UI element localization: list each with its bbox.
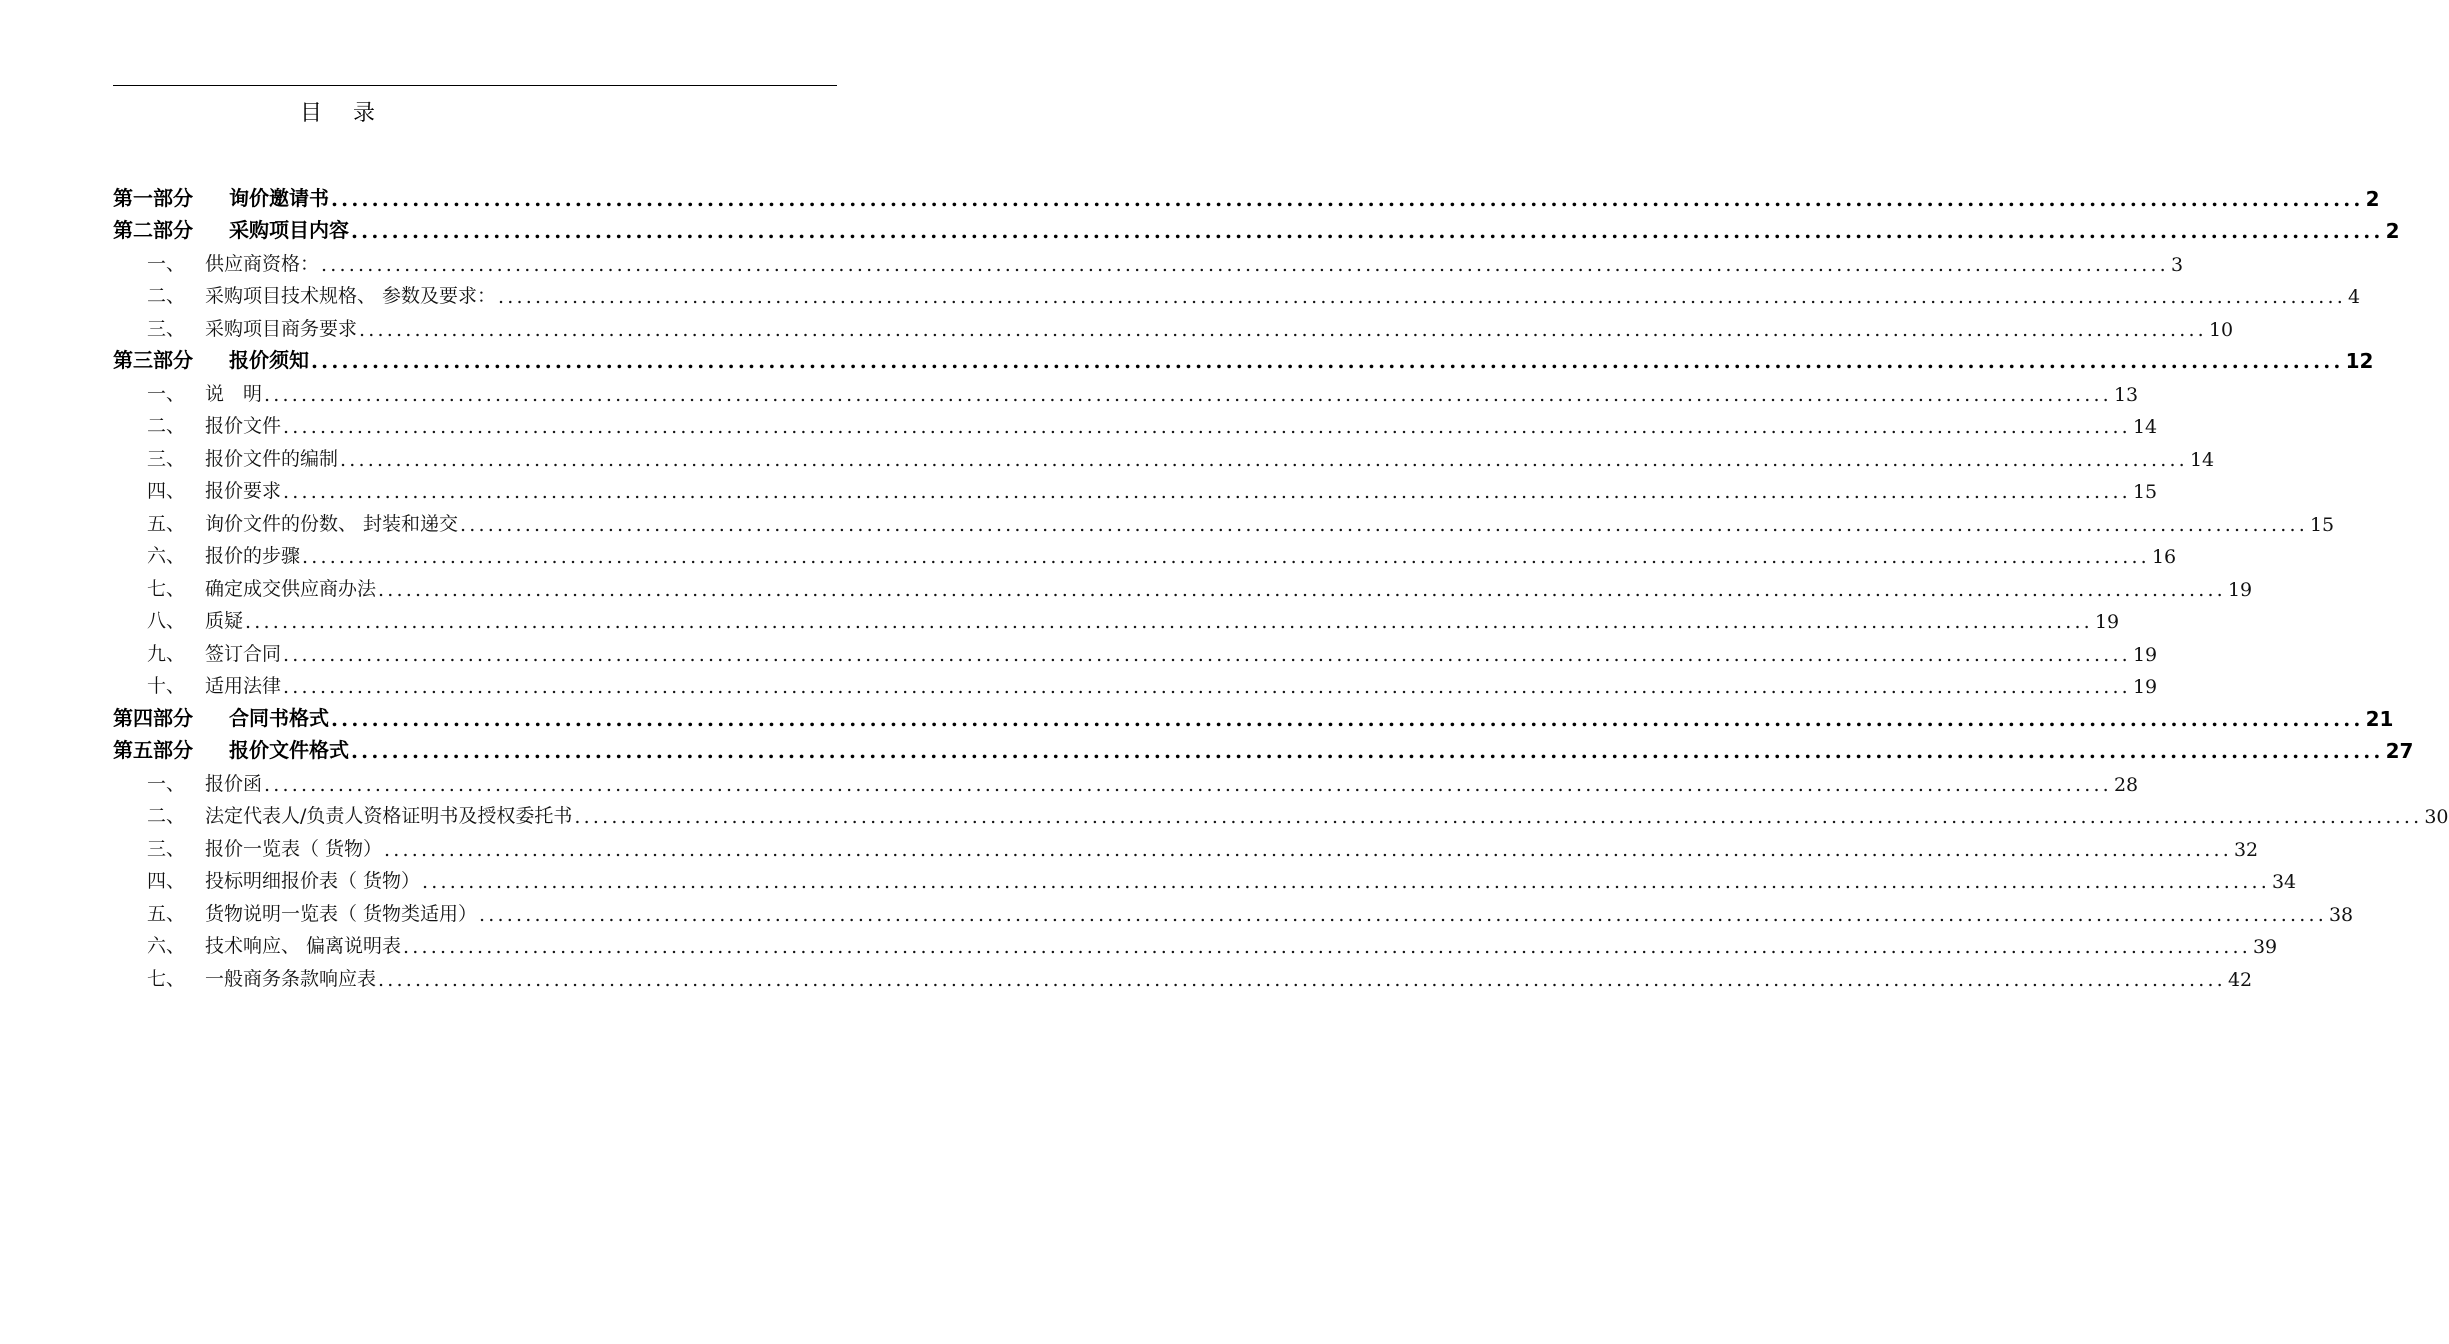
toc-entry-number: 四、 bbox=[147, 480, 186, 502]
toc-entry-label: 报价一览表（ 货物） bbox=[205, 837, 383, 860]
toc-dot-leader: ........................................................................................................................................................................................................ bbox=[283, 676, 2131, 698]
toc-entry-label: 货物说明一览表（ 货物类适用） bbox=[205, 902, 478, 925]
toc-page-number: 15 bbox=[2132, 481, 2158, 503]
toc-entry-label: 合同书格式 bbox=[229, 705, 329, 730]
toc-dot-leader: ........................................................................................................................................................................................................ bbox=[331, 186, 2364, 211]
toc-page-number: 12 bbox=[2345, 349, 2374, 373]
toc-dot-leader: ........................................................................................................................................................................................................ bbox=[331, 706, 2364, 731]
toc-subsection-entry[interactable] bbox=[113, 893, 2354, 926]
toc-page-number: 39 bbox=[2252, 936, 2278, 958]
toc-entry-label: 采购项目技术规格、 参数及要求： bbox=[205, 285, 497, 307]
toc-entry-label: 签订合同 bbox=[205, 642, 282, 665]
toc-dot-leader: ........................................................................................................................................................................................................ bbox=[351, 219, 2384, 243]
toc-entry-number: 一、 bbox=[147, 772, 186, 795]
toc-page-number: 14 bbox=[2189, 448, 2215, 471]
toc-page-number: 2 bbox=[2385, 219, 2400, 243]
toc-page-number: 14 bbox=[2132, 416, 2158, 438]
toc-entry-number: 九、 bbox=[147, 642, 186, 665]
toc-page-number: 13 bbox=[2113, 383, 2139, 406]
toc-entry-number: 五、 bbox=[147, 902, 186, 925]
toc-dot-leader: ........................................................................................................................................................................................................ bbox=[384, 838, 2232, 861]
toc-page-number: 19 bbox=[2132, 676, 2158, 698]
toc-subsection-entry[interactable] bbox=[113, 828, 2259, 861]
toc-entry-number: 十、 bbox=[147, 675, 186, 697]
toc-entry-number: 七、 bbox=[147, 967, 186, 990]
toc-dot-leader: ........................................................................................................................................................................................................ bbox=[283, 416, 2131, 438]
toc-entry-label: 投标明细报价表（ 货物） bbox=[205, 870, 421, 892]
toc-entry-label: 报价文件格式 bbox=[229, 738, 349, 762]
toc-dot-leader: ........................................................................................................................................................................................................ bbox=[264, 383, 2112, 406]
toc-dot-leader: ........................................................................................................................................................................................................ bbox=[460, 513, 2308, 536]
toc-entry-number: 四、 bbox=[147, 870, 186, 892]
toc-page-number: 42 bbox=[2227, 968, 2253, 991]
toc-dot-leader: ........................................................................................................................................................................................................ bbox=[479, 903, 2327, 926]
toc-entry-label: 报价要求 bbox=[205, 480, 282, 502]
toc-subsection-entry[interactable] bbox=[113, 308, 2234, 341]
toc-entry-number: 七、 bbox=[147, 577, 186, 600]
toc-subsection-entry[interactable] bbox=[113, 861, 2297, 894]
toc-dot-leader: ........................................................................................................................................................................................................ bbox=[359, 318, 2207, 341]
toc-dot-leader: ........................................................................................................................................................................................................ bbox=[311, 349, 2344, 373]
toc-subsection-entry[interactable] bbox=[113, 503, 2335, 536]
toc-dot-leader: ........................................................................................................................................................................................................ bbox=[302, 546, 2150, 568]
toc-dot-leader: ........................................................................................................................................................................................................ bbox=[351, 739, 2384, 763]
toc-entry-label: 报价须知 bbox=[229, 348, 309, 372]
toc-entry-label: 供应商资格： bbox=[205, 252, 320, 275]
toc-entry-number: 五、 bbox=[147, 512, 186, 535]
toc-dot-leader: ........................................................................................................................................................................................................ bbox=[283, 643, 2131, 666]
toc-dot-leader: ........................................................................................................................................................................................................ bbox=[283, 481, 2131, 503]
toc-entry-label: 采购项目商务要求 bbox=[205, 317, 358, 340]
toc-page-number: 10 bbox=[2208, 318, 2234, 341]
toc-subsection-entry[interactable] bbox=[113, 666, 2158, 699]
toc-dot-leader: ........................................................................................................................................................................................................ bbox=[340, 448, 2188, 471]
toc-dot-leader: ........................................................................................................................................................................................................ bbox=[422, 871, 2270, 893]
toc-entry-label: 法定代表人/负责人资格证明书及授权委托书 bbox=[205, 805, 573, 827]
toc-entry-label: 技术响应、 偏离说明表 bbox=[205, 935, 402, 957]
header-rule bbox=[113, 85, 837, 86]
toc-dot-leader: ........................................................................................................................................................................................................ bbox=[245, 611, 2093, 633]
toc-page-number: 19 bbox=[2227, 578, 2253, 601]
toc-subsection-entry[interactable] bbox=[113, 763, 2139, 796]
toc-page-number: 3 bbox=[2170, 253, 2184, 276]
toc-entry-number: 二、 bbox=[147, 285, 186, 307]
toc-entry-number: 六、 bbox=[147, 545, 186, 567]
toc-entry-number: 第三部分 bbox=[113, 348, 193, 372]
page-title: 目 录 bbox=[300, 101, 387, 126]
toc-entry-label: 一般商务条款响应表 bbox=[205, 967, 377, 990]
toc-entry-number: 三、 bbox=[147, 837, 186, 860]
toc-section-entry[interactable] bbox=[113, 211, 2400, 244]
toc-subsection-entry[interactable] bbox=[113, 958, 2253, 991]
toc-page-number: 32 bbox=[2233, 838, 2259, 861]
toc-entry-label: 询价文件的份数、 封装和递交 bbox=[205, 512, 459, 535]
toc-subsection-entry[interactable] bbox=[113, 536, 2177, 569]
toc-page-number: 21 bbox=[2365, 706, 2394, 731]
toc-entry-label: 采购项目内容 bbox=[229, 218, 349, 242]
toc-subsection-entry[interactable] bbox=[113, 243, 2184, 276]
toc-section-entry[interactable] bbox=[113, 341, 2374, 374]
toc-entry-label: 报价函 bbox=[205, 772, 263, 795]
toc-entry-number: 第一部分 bbox=[113, 185, 193, 210]
toc-page-number: 34 bbox=[2271, 871, 2297, 893]
toc-subsection-entry[interactable] bbox=[113, 438, 2215, 471]
toc-page-number: 16 bbox=[2151, 546, 2177, 568]
toc-page-number: 27 bbox=[2385, 739, 2414, 763]
toc-entry-number: 三、 bbox=[147, 317, 186, 340]
toc-section-entry[interactable] bbox=[113, 698, 2394, 731]
toc-entry-label: 报价文件 bbox=[205, 415, 282, 437]
toc-entry-label: 质疑 bbox=[205, 610, 244, 632]
toc-dot-leader: ........................................................................................................................................................................................................ bbox=[321, 253, 2169, 276]
toc-entry-number: 八、 bbox=[147, 610, 186, 632]
toc-entry-number: 第二部分 bbox=[113, 218, 193, 242]
toc-entry-label: 确定成交供应商办法 bbox=[205, 577, 377, 600]
toc-dot-leader: ........................................................................................................................................................................................................ bbox=[378, 578, 2226, 601]
toc-page-number: 2 bbox=[2365, 186, 2380, 211]
toc-subsection-entry[interactable] bbox=[113, 568, 2253, 601]
toc-entry-number: 三、 bbox=[147, 447, 186, 470]
toc-entry-number: 一、 bbox=[147, 252, 186, 275]
toc-entry-number: 六、 bbox=[147, 935, 186, 957]
toc-page-number: 4 bbox=[2347, 286, 2361, 308]
toc-page-number: 19 bbox=[2094, 611, 2120, 633]
toc-entry-label: 报价的步骤 bbox=[205, 545, 301, 567]
toc-dot-leader: ........................................................................................................................................................................................................ bbox=[574, 806, 2423, 828]
toc-page-number: 28 bbox=[2113, 773, 2139, 796]
toc-subsection-entry[interactable] bbox=[113, 471, 2158, 504]
toc-dot-leader: ........................................................................................................................................................................................................ bbox=[378, 968, 2226, 991]
toc-entry-number: 第四部分 bbox=[113, 705, 193, 730]
toc-dot-leader: ........................................................................................................................................................................................................ bbox=[498, 286, 2346, 308]
toc-entry-label: 询价邀请书 bbox=[229, 185, 329, 210]
toc-subsection-entry[interactable] bbox=[113, 926, 2278, 959]
toc-subsection-entry[interactable] bbox=[113, 373, 2139, 406]
toc-subsection-entry[interactable] bbox=[113, 276, 2361, 309]
toc-page-number: 19 bbox=[2132, 643, 2158, 666]
toc-subsection-entry[interactable] bbox=[113, 601, 2120, 634]
toc-entry-number: 第五部分 bbox=[113, 738, 193, 762]
toc-page-number: 30 bbox=[2424, 806, 2449, 828]
toc-entry-label: 适用法律 bbox=[205, 675, 282, 697]
toc-entry-number: 一、 bbox=[147, 382, 186, 405]
toc-subsection-entry[interactable] bbox=[113, 796, 2449, 829]
toc-section-entry[interactable] bbox=[113, 731, 2414, 764]
toc-page-number: 15 bbox=[2309, 513, 2335, 536]
toc-entry-label: 说 明 bbox=[205, 382, 263, 405]
toc-section-entry[interactable] bbox=[113, 178, 2380, 211]
toc-page-number: 38 bbox=[2328, 903, 2354, 926]
toc-entry-label: 报价文件的编制 bbox=[205, 447, 339, 470]
toc-dot-leader: ........................................................................................................................................................................................................ bbox=[264, 773, 2112, 796]
toc-entry-number: 二、 bbox=[147, 415, 186, 437]
toc-dot-leader: ........................................................................................................................................................................................................ bbox=[403, 936, 2251, 958]
table-of-contents bbox=[113, 178, 2449, 991]
toc-subsection-entry[interactable] bbox=[113, 406, 2158, 439]
toc-subsection-entry[interactable] bbox=[113, 633, 2158, 666]
toc-entry-number: 二、 bbox=[147, 805, 186, 827]
